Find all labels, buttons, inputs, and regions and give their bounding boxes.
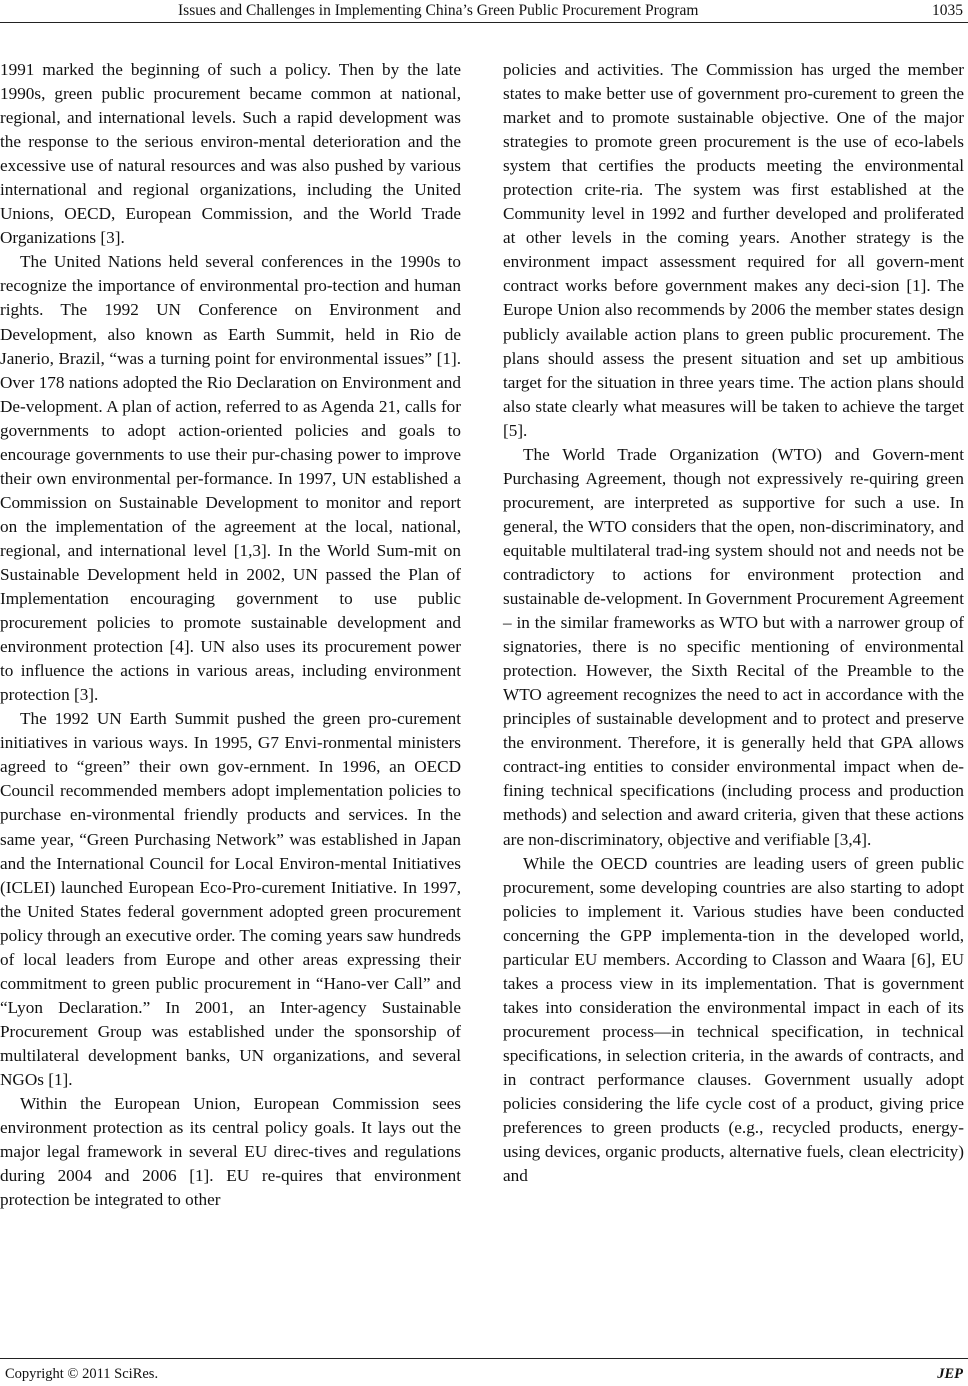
paragraph: The United Nations held several conferences in the 1990s to recognize the importance of environmental pro-tection and human rights. The 1992 UN Conference on Environment and Development, also known as Earth Summit, held in Rio de Janerio, Brazil, “was a turning point for environmental issues” [1]. Over 178 nations adopted the Rio Declaration on Environment and De-velopment. A plan of action, referred to as Agenda 21, calls for governments to adopt action-oriented policies and goals to encourage governments to use their pur-chasing power to improve their own environmental per-formance. In 1997, UN established a Commission on Sustainable Development to monitor and report on the implementation of the agreement at the local, national, regional, and international level [1,3]. In the World Sum-mit on Sustainable Development held in 2002, UN passed the Plan of Implementation encouraging government to use public procurement policies to promote sustainable development and environment protection [4]. UN also uses its procurement power to influence the actions in various areas, including environment protection [3]. — [0, 252, 461, 705]
paragraph: While the OECD countries are leading users of green public procurement, some developing countries are also starting to adopt policies to implement it. Various studies have been conducted concerning the GPP implementa-tion in the developed world, particular EU members. According to Classon and Waara [6], EU takes a process view in its implementation. That is government takes into consideration the environmental impact in each of its procurement process—in technical specification, in technical specifications, in selection criteria, in the awards of contracts, and in contract performance clauses. Government usually adopt policies considering the life cycle cost of a product, giving price preferences to green products (e.g., recycled products, energy-using devices, organic products, alternative fuels, clean electricity) and — [503, 853, 964, 1186]
footer-rule — [0, 1358, 968, 1359]
paragraph: The World Trade Organization (WTO) and Govern-ment Purchasing Agreement, though not expressively re-quiring green procurement, are interpreted as supportive for such a use. In general, the WTO considers that the open, non-discriminatory, and equitable multilateral trad-ing system should not and needs not be contradictory to actions for environment protection and sustainable de-velopment. In Government Procurement Agreement – in the similar frameworks as WTO but with a narrower group of signatories, there is no specific mentioning of environmental protection. However, the Sixth Recital of the Preamble to the WTO agreement recognizes the need to act in accordance with the principles of sustainable development and to protect and preserve the environment. Therefore, it is generally held that GPA allows contract-ing entities to consider environmental impact when de-fining technical specifications (including process and production methods) and selection and award criteria, given that these actions are non-discriminatory, objective and verifiable [3,4]. — [503, 444, 964, 849]
copyright-notice: Copyright © 2011 SciRes. — [5, 1366, 159, 1382]
right-column — [503, 58, 964, 1188]
paragraph: Within the European Union, European Commission sees environment protection as its central policy goals. It lays out the major legal framework in several EU direc-tives and regulations during 2004 and 2006 [1]. EU re-quires that environment protection be integrated to other — [0, 1094, 461, 1210]
header-rule — [0, 22, 968, 23]
running-title: Issues and Challenges in Implementing China’s Green Public Procurement Program — [178, 2, 699, 19]
paragraph: 1991 marked the beginning of such a policy. Then by the late 1990s, green public procurement became common at national, regional, and international levels. Such a rapid development was the response to the serious environ-mental deterioration and the excessive use of natural resources and was also pushed by various international and regional organizations, including the United Unions, OECD, European Commission, and the World Trade Organizations [3]. — [0, 60, 461, 248]
left-column — [0, 58, 461, 1212]
page-number: 1035 — [932, 2, 963, 19]
paragraph: The 1992 UN Earth Summit pushed the green pro-curement initiatives in various ways. In 1995, G7 Envi-ronmental ministers agreed to “green” their own gov-ernment. In 1996, an OECD Council recommended members adopt implementation policies to purchase en-vironmental friendly products and services. In the same year, “Green Purchasing Network” was established in Japan and the International Council for Local Environ-mental Initiatives (ICLEI) launched European Eco-Pro-curement Initiative. In 1997, the United States federal government adopted green procurement policy through an executive order. The coming years saw hundreds of local leaders from Europe and other areas expressing their commitment to green public procurement in “Hano-ver Call” and “Lyon Declaration.” In 2001, an Inter-agency Sustainable Procurement Group was established under the sponsorship of multilateral development banks, UN organizations, and several NGOs [1]. — [0, 709, 461, 1089]
paragraph: policies and activities. The Commission has urged the member states to make better use of government pro-curement to green the market and to promote sustainable objective. One of the major strategies to promote green procurement is the use of eco-labels system that certifies the products meeting the environmental protection crite-ria. The system was first established at the Community level in 1992 and further developed and proliferated at other levels in the coming years. Another strategy is the environment impact assessment required for all govern-ment contract works before government makes any deci-sion [1]. The Europe Union also recommends by 2006 the member states design publicly available action plans to green public procurement. The plans should assess the present situation and set up ambitious target for the situation in three years time. The action plans should also state clearly what measures will be taken to achieve the target [5]. — [503, 60, 964, 440]
journal-abbreviation: JEP — [937, 1366, 963, 1382]
running-header — [0, 0, 968, 22]
page-footer — [0, 1364, 968, 1384]
